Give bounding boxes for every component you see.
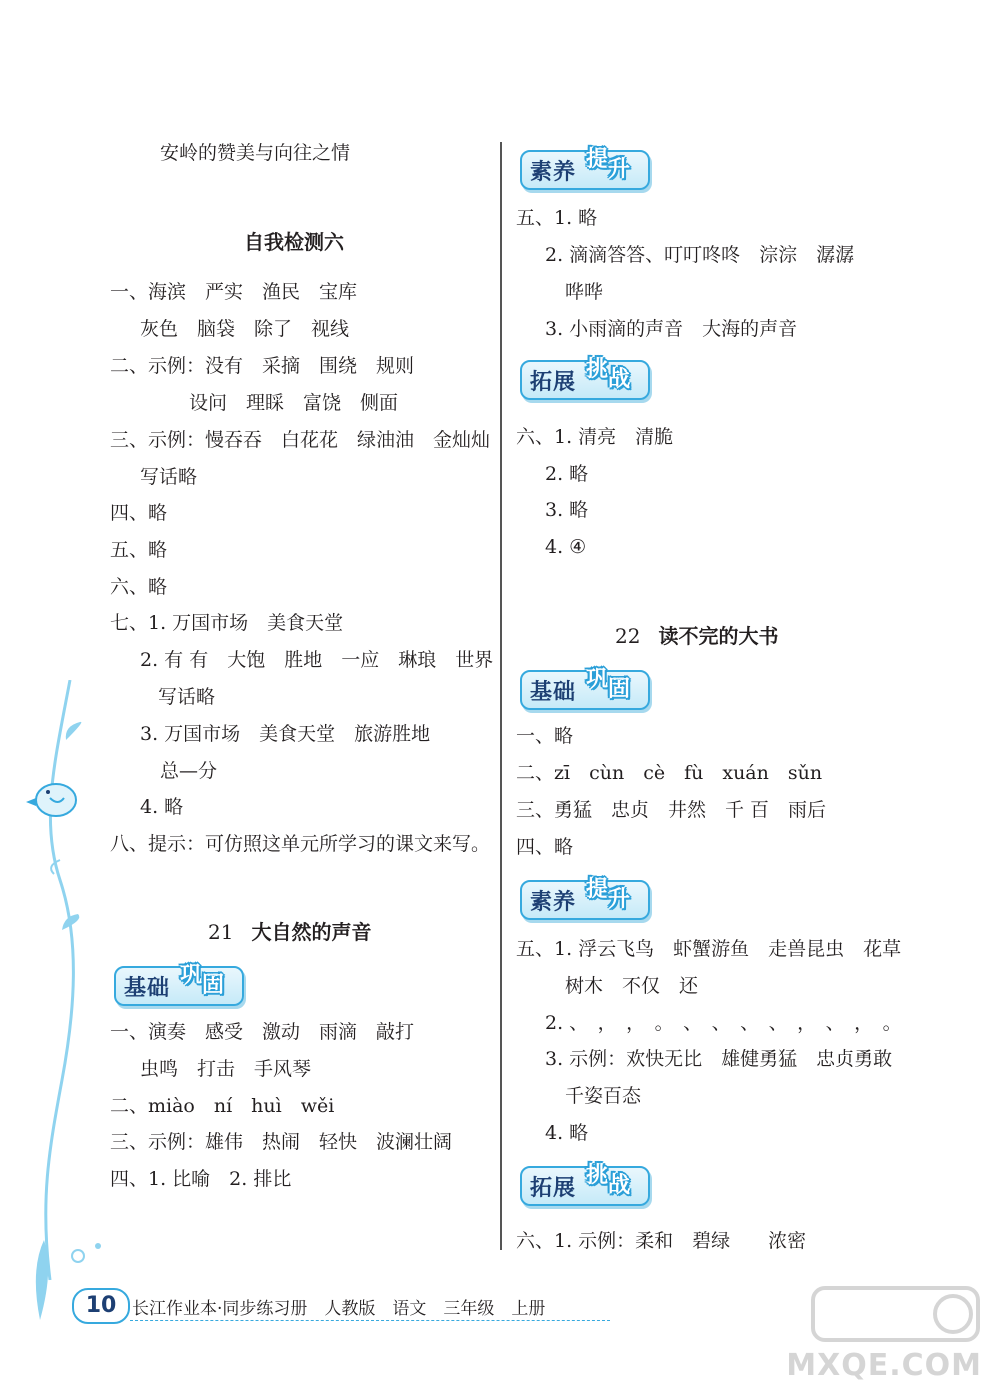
answer-line: 六、略 [110, 576, 168, 598]
answer-line: 二、示例：没有 采摘 围绕 规则 [110, 355, 415, 377]
badge-challenge [520, 352, 652, 398]
badge-label: 基础 [530, 680, 577, 705]
answer-line: 灰色 脑袋 除了 视线 [140, 318, 350, 340]
answer-line: 设问 理睬 富饶 侧面 [189, 392, 399, 414]
answer-line: 3. 万国市场 美食天堂 旅游胜地 [140, 723, 431, 745]
badge-label: 素养 [530, 160, 577, 185]
answer-line: 五、1. 略 [516, 207, 598, 229]
lesson-number: 21 [208, 920, 234, 944]
answer-line: 写话略 [140, 466, 198, 488]
answer-line: 3. 小雨滴的声音 大海的声音 [545, 318, 798, 340]
answer-line: 哗哗 [565, 281, 604, 303]
section-title-check6: 自我检测六 [244, 230, 344, 254]
watermark-logo-icon [803, 1280, 988, 1350]
watermark-text: MXQE.COM [786, 1348, 982, 1383]
badge-label: 素养 [530, 890, 577, 915]
column-divider [500, 142, 502, 1250]
badge-improve [520, 872, 652, 918]
badge-foundation [520, 662, 652, 708]
vine-decoration [0, 680, 140, 1320]
answer-line: 五、1. 浮云飞鸟 虾蟹游鱼 走兽昆虫 花草 [516, 938, 902, 960]
badge-highlight: 巩固 [180, 963, 225, 998]
answer-line: 千姿百态 [565, 1085, 642, 1107]
badge-challenge [520, 1158, 652, 1204]
lesson-number: 22 [615, 624, 641, 648]
answer-line: 写话略 [158, 686, 216, 708]
answer-line: 六、1. 示例：柔和 碧绿 浓密 [516, 1230, 807, 1252]
badge-highlight: 提升 [586, 147, 631, 182]
book-title: 长江作业本·同步练习册 人教版 语文 三年级 上册 [132, 1299, 546, 1319]
answer-line: 2. 、 ， ， 。 、 、 、 、 ， 、 ， 。 [545, 1012, 902, 1034]
answer-line: 2. 滴滴答答、叮叮咚咚 淙淙 潺潺 [545, 244, 855, 266]
badge-highlight: 挑战 [586, 357, 631, 392]
lesson-title-22 [615, 620, 778, 649]
answer-line: 一、海滨 严实 渔民 宝库 [110, 281, 358, 303]
badge-label: 基础 [124, 976, 171, 1001]
answer-line: 八、提示：可仿照这单元所学习的课文来写。 [110, 833, 491, 855]
answer-line: 三、勇猛 忠贞 井然 千 百 雨后 [516, 799, 827, 821]
answer-line: 二、miào ní huì wěi [110, 1095, 335, 1117]
answer-line: 4. 略 [140, 796, 184, 818]
badge-label: 拓展 [530, 370, 577, 395]
answer-line: 四、略 [516, 836, 574, 858]
answer-line: 3. 示例：欢快无比 雄健勇猛 忠贞勇敢 [545, 1048, 893, 1070]
answer-line: 2. 有 有 大饱 胜地 一应 琳琅 世界 [140, 649, 494, 671]
badge-label: 拓展 [530, 1176, 577, 1201]
answer-line: 三、示例：慢吞吞 白花花 绿油油 金灿灿 [110, 429, 491, 451]
lesson-title-21 [208, 916, 371, 945]
answer-line: 七、1. 万国市场 美食天堂 [110, 612, 344, 634]
badge-highlight: 挑战 [586, 1163, 631, 1198]
answer-line: 四、1. 比喻 2. 排比 [110, 1168, 292, 1190]
answer-line: 六、1. 清亮 清脆 [516, 426, 674, 448]
answer-line: 一、略 [516, 725, 574, 747]
answer-line: 二、zī cùn cè fù xuán sǔn [516, 762, 823, 784]
answer-line: 四、略 [110, 502, 168, 524]
answer-line: 总—分 [160, 760, 218, 782]
badge-improve [520, 142, 652, 188]
badge-highlight: 巩固 [586, 667, 631, 702]
answer-line: 三、示例：雄伟 热闹 轻快 波澜壮阔 [110, 1131, 453, 1153]
lesson-name: 读不完的大书 [658, 624, 779, 648]
answer-line: 4. ④ [545, 536, 587, 558]
footer-rule [130, 1320, 610, 1321]
answer-line: 4. 略 [545, 1122, 589, 1144]
page-footer [60, 1280, 560, 1330]
lesson-name: 大自然的声音 [251, 920, 372, 944]
answer-line: 3. 略 [545, 499, 589, 521]
bird-icon [26, 784, 76, 816]
page-number: 10 [72, 1288, 130, 1324]
answer-line: 2. 略 [545, 463, 589, 485]
badge-highlight: 提升 [586, 877, 631, 912]
answer-line: 树木 不仅 还 [565, 975, 699, 997]
site-watermark [786, 1280, 988, 1385]
answer-line: 一、演奏 感受 激动 雨滴 敲打 [110, 1021, 415, 1043]
answer-line: 虫鸣 打击 手风琴 [140, 1058, 312, 1080]
intro-line: 安岭的赞美与向往之情 [160, 142, 351, 164]
answer-line: 五、略 [110, 539, 168, 561]
